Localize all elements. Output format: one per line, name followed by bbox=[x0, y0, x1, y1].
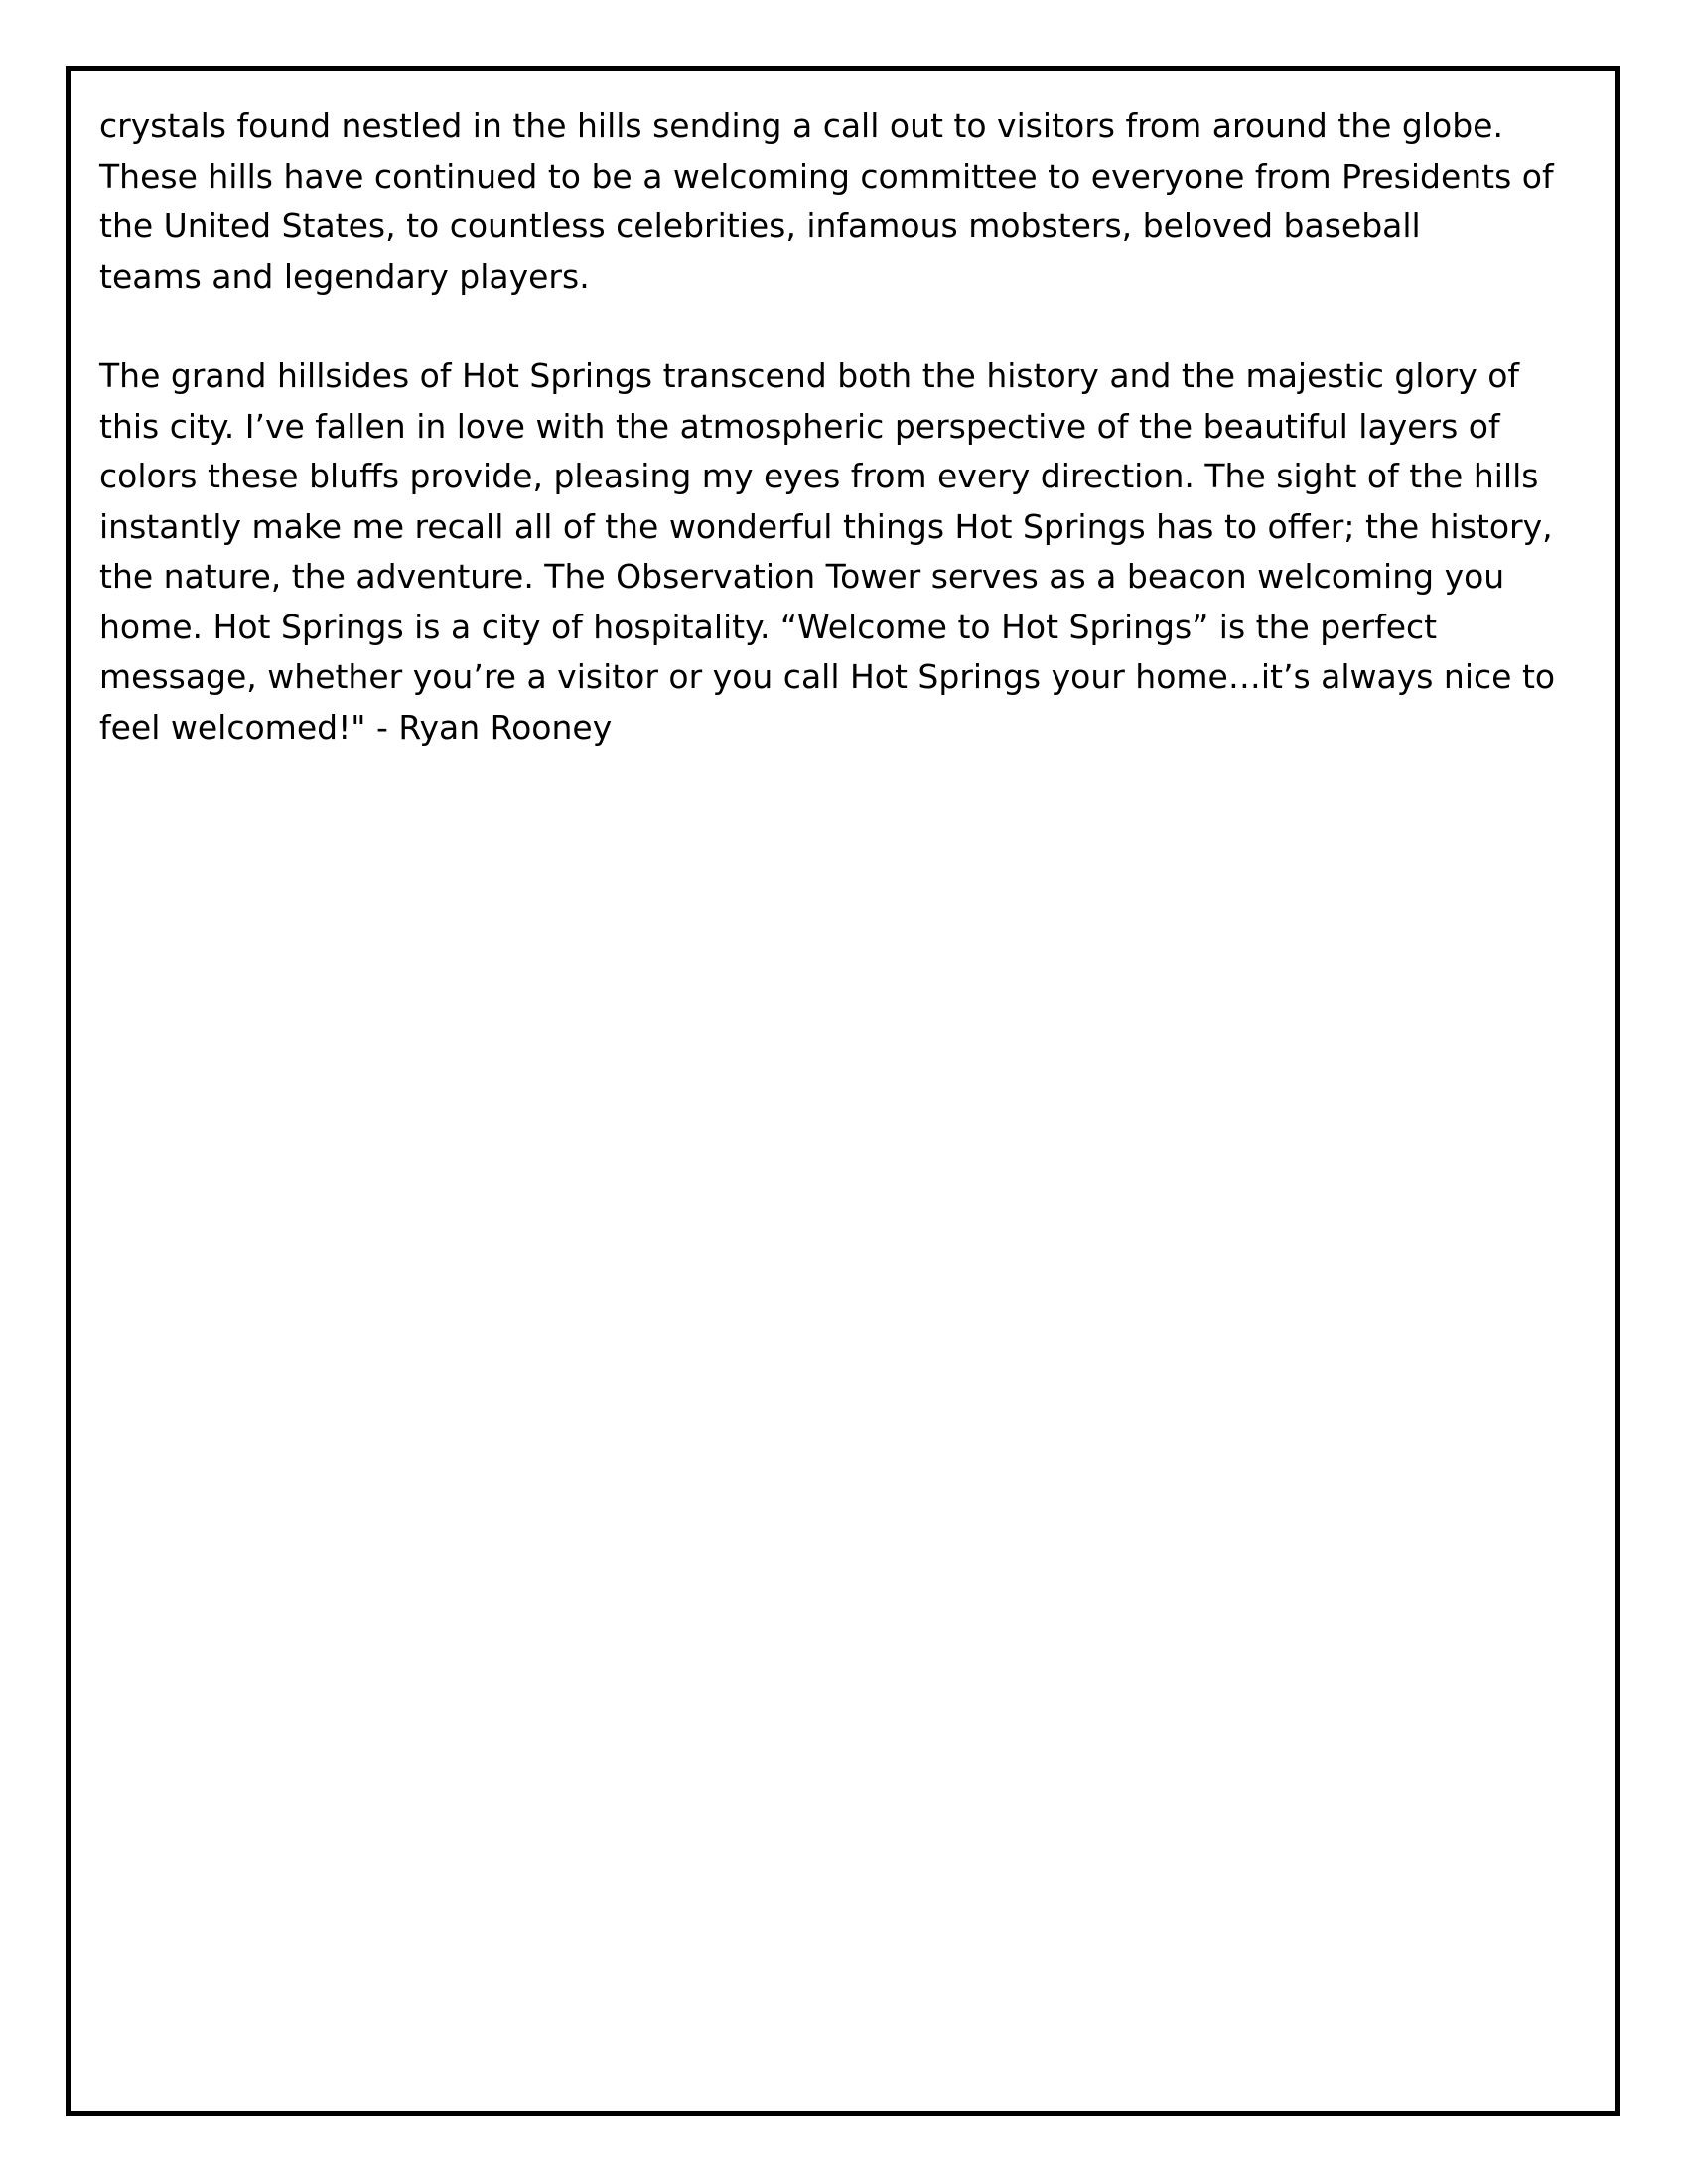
paragraph-line: home. Hot Springs is a city of hospitality. “Welcome to Hot Springs” is the perfect bbox=[99, 607, 1438, 646]
paragraph-line: this city. I’ve fallen in love with the atmospheric perspective of the beautiful layers of bbox=[99, 406, 1500, 446]
document-body bbox=[99, 101, 1609, 752]
paragraph-line: These hills have continued to be a welcoming committee to everyone from Presidents of bbox=[99, 156, 1554, 196]
paragraph-line: The grand hillsides of Hot Springs transcend both the history and the majestic glory of bbox=[99, 356, 1520, 395]
paragraph-line: the nature, the adventure. The Observation Tower serves as a beacon welcoming you bbox=[99, 557, 1505, 596]
paragraph-line: the United States, to countless celebrities, infamous mobsters, beloved baseball bbox=[99, 206, 1421, 245]
paragraph-line: message, whether you’re a visitor or you call Hot Springs your home…it’s always nice to bbox=[99, 657, 1556, 696]
paragraph-1 bbox=[99, 101, 1609, 302]
paragraph-line: colors these bluffs provide, pleasing my eyes from every direction. The sight of the hills bbox=[99, 457, 1539, 495]
paragraph-line: instantly make me recall all of the wonderful things Hot Springs has to offer; the history, bbox=[99, 506, 1553, 546]
paragraph-line: teams and legendary players. bbox=[99, 256, 590, 296]
paragraph-line: crystals found nestled in the hills sending a call out to visitors from around the globe. bbox=[99, 106, 1503, 145]
paragraph-2 bbox=[99, 351, 1609, 752]
paragraph-line: feel welcomed!" - Ryan Rooney bbox=[99, 707, 613, 747]
